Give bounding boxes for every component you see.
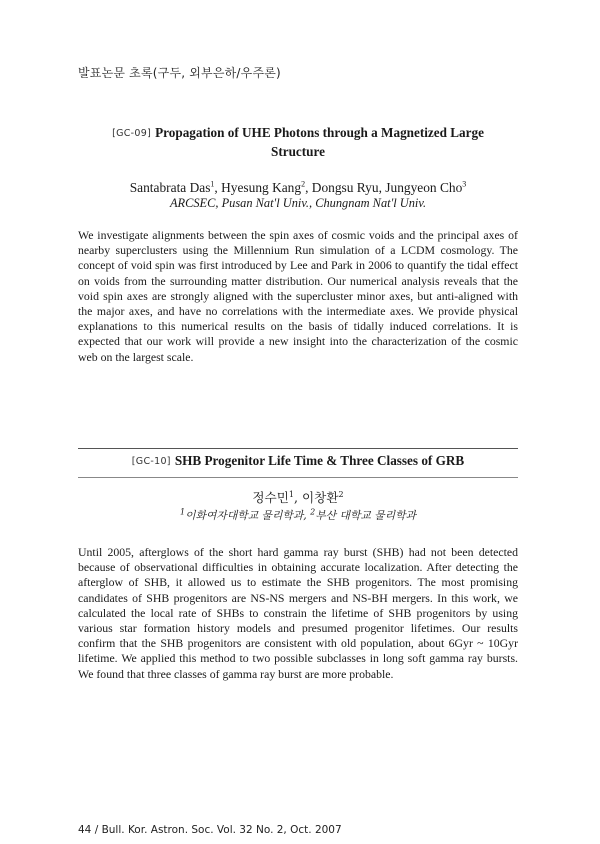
author-name: 이창환 (302, 490, 339, 505)
abstract-body: We investigate alignments between the spin axes of cosmic voids and the principal axes of nearby superclusters using the Millennium Run simulation of a LCDM cosmology. The concept of void spin was first introduced by Lee and Park in 2006 to quantify the tidal effect on voids from the surrounding matter distribution. Our numerical analysis reveals that the void spin axes are strongly aligned with the supercluster minor axes, but anti-aligned with the major axes, and have no correlations with the intermediate axes. We provide physical explanations to this numerical results on the basis of tidally induced correlations. It is expected that our work will provide a new insight into the characterization of the cosmic web on the largest scale. (78, 228, 518, 364)
abstract-title-line2: Structure (271, 144, 325, 159)
author-name: Dongsu Ryu (311, 180, 379, 195)
abstract-title-line1: SHB Progenitor Life Time & Three Classes of GRB (174, 453, 465, 468)
author-list: Santabrata Das$^1$, Hyesung Kang$^2$, Dongsu Ryu, Jungyeon Cho$^3$ (129, 179, 467, 195)
affil-mark: 1 (180, 507, 186, 517)
abstract-code: [GC-10] (131, 456, 171, 467)
author-affil-mark: 1 (288, 489, 294, 499)
abstract-title-line1: Propagation of UHE Photons through a Magnetized Large (155, 125, 484, 140)
section-divider (78, 448, 518, 449)
author-list: 정수민$^1$, 이창환$^2$ (252, 489, 344, 505)
author-affil-mark: 2 (301, 179, 306, 189)
affil-mark: 2 (310, 507, 316, 517)
abstract-gc-09 (78, 124, 518, 365)
author-affil-mark: 2 (338, 489, 344, 499)
author-name: Hyesung Kang (221, 180, 302, 195)
author-name: 정수민 (252, 490, 289, 505)
running-head: 발표논문 초록(구두, 외부은하/우주론) (78, 66, 281, 80)
affil-name: 부산 대학교 물리학과 (315, 509, 416, 522)
abstract-body: Until 2005, afterglows of the short hard gamma ray burst (SHB) had not been detected because of observational difficulties in obtaining accurate localization. After detecting the afterglow of SHB, it allowed us to estimate the SHB progenitors. The most promising candidates of SHB progenitors are NS-NS mergers and NS-BH mergers. In this work, we calculated the local rate of SHBs to constrain the lifetime of SHB progenitors by using various star formation history models and presumed progenitor lifetimes. Our results confirm that the SHB progenitors are consistent with old population, about 6Gyr ~ 10Gyr lifetime. We applied this method to two possible subclasses in long soft gamma ray bursts. We found that three classes of gamma ray burst are more probable. (78, 545, 518, 681)
affiliation: $^1$이화여자대학교 물리학과, $^2$부산 대학교 물리학과 (180, 507, 416, 522)
author-affil-mark: 3 (462, 179, 467, 189)
title-underline (78, 477, 518, 478)
abstract-gc-10 (78, 452, 518, 682)
abstract-code: [GC-09] (112, 128, 152, 139)
author-name: Santabrata Das (129, 180, 211, 195)
page-footer: 44 / Bull. Kor. Astron. Soc. Vol. 32 No. 2, Oct. 2007 (78, 824, 342, 836)
affil-name: 이화여자대학교 물리학과 (185, 509, 304, 522)
author-affil-mark: 1 (210, 179, 215, 189)
abstract-title (82, 124, 514, 143)
author-name: Jungyeon Cho (385, 180, 463, 195)
affiliation: ARCSEC, Pusan Nat'l Univ., Chungnam Nat'l Univ. (169, 196, 427, 210)
abstract-title (82, 452, 514, 471)
